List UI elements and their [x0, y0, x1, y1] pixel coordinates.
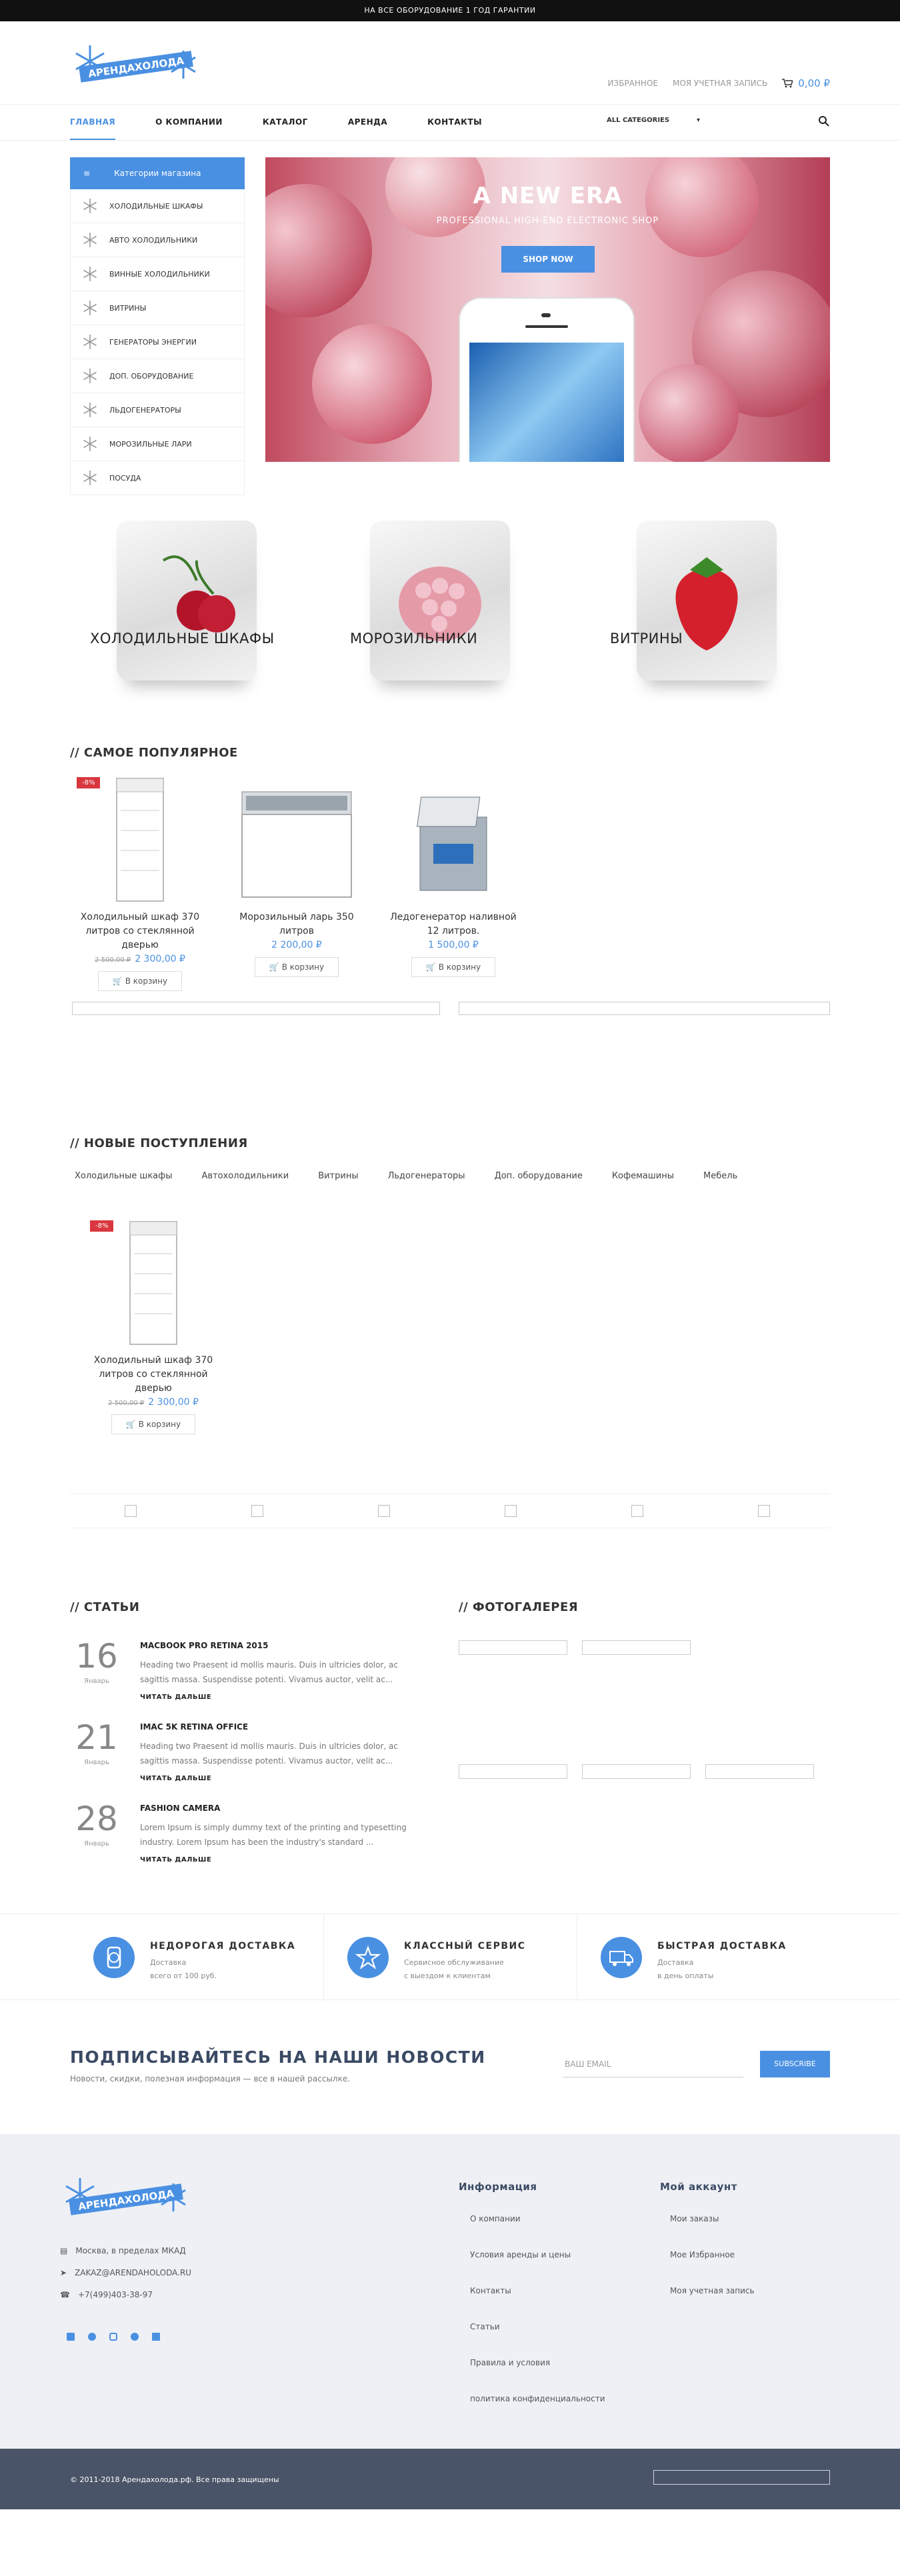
- logo-text: АРЕНДАХОЛОДА: [87, 54, 185, 80]
- footer-info-link[interactable]: Контакты: [470, 2286, 511, 2295]
- payment-logos: [653, 2470, 830, 2485]
- product-price: [83, 1397, 223, 1408]
- category-menu-item-label: ВИТРИНЫ: [109, 303, 147, 313]
- subscribe-button[interactable]: SUBSCRIBE: [760, 2051, 830, 2077]
- feature-line: всего от 100 руб.: [150, 1971, 217, 1980]
- feature-line: в день оплаты: [657, 1971, 714, 1980]
- current-price: 2 300,00 ₽: [148, 1397, 199, 1408]
- product-card[interactable]: [383, 777, 523, 977]
- add-to-cart-label: В корзину: [138, 1420, 181, 1429]
- category-menu-item[interactable]: [70, 461, 245, 495]
- cart-icon: [782, 79, 793, 88]
- product-card[interactable]: [227, 777, 367, 977]
- old-price: 2 500,00 ₽: [95, 956, 131, 964]
- hero-banner[interactable]: [265, 157, 830, 462]
- article-title[interactable]: FASHION CAMERA: [140, 1804, 221, 1813]
- header: [0, 21, 900, 104]
- menu-icon: ≡: [83, 169, 91, 178]
- feature-line: Доставка: [657, 1958, 694, 1967]
- article-excerpt: Heading two Praesent id mollis mauris. Duis in ultricies dolor, ac sagittis massa. Suspendisse potenti. Vivamus auctor, velit ac...: [140, 1660, 398, 1684]
- subscribe-title: ПОДПИСЫВАЙТЕСЬ НА НАШИ НОВОСТИ: [70, 2047, 486, 2067]
- current-price: 2 300,00 ₽: [135, 954, 185, 964]
- product-price: [383, 940, 523, 950]
- fridge-image: [110, 777, 170, 904]
- banner-title: A NEW ERA: [473, 183, 623, 209]
- category-menu-item[interactable]: [70, 291, 245, 325]
- article-item: [70, 1719, 430, 1786]
- discount-badge: -8%: [77, 777, 100, 788]
- nav-contacts[interactable]: КОНТАКТЫ: [427, 117, 483, 127]
- snowflake-icon: [81, 401, 99, 419]
- content-area: [0, 714, 900, 1914]
- article-item: [70, 1800, 430, 1867]
- feature-title: НЕДОРОГАЯ ДОСТАВКА: [150, 1941, 296, 1951]
- article-month: Январь: [84, 1759, 109, 1766]
- footer-account-link[interactable]: Мое Избранное: [670, 2250, 735, 2259]
- nav-about[interactable]: О КОМПАНИИ: [155, 117, 223, 127]
- article-month: Январь: [84, 1840, 109, 1848]
- category-select[interactable]: [607, 117, 700, 124]
- gallery-image[interactable]: [459, 1640, 567, 1655]
- feature-title: КЛАССНЫЙ СЕРВИС: [404, 1941, 526, 1951]
- search-icon: [818, 115, 830, 127]
- top-announcement-bar: [0, 0, 900, 21]
- category-tab[interactable]: Льдогенераторы: [387, 1171, 465, 1181]
- send-icon: ➤: [60, 2268, 67, 2277]
- product-price: [70, 954, 210, 964]
- product-image[interactable]: [70, 777, 210, 904]
- basket-icon: 🛒: [425, 962, 439, 972]
- watch-icon: [93, 1937, 135, 1978]
- star-icon: [347, 1937, 389, 1978]
- search-button[interactable]: [818, 115, 830, 127]
- snowflake-icon: [81, 197, 99, 215]
- raspberry-image: [370, 521, 510, 680]
- promo-label: МОРОЗИЛЬНИКИ: [350, 631, 478, 646]
- read-more-link[interactable]: ЧИТАТЬ ДАЛЬШЕ: [140, 1856, 212, 1864]
- promo-freezers[interactable]: [350, 521, 603, 694]
- feature-title: БЫСТРАЯ ДОСТАВКА: [657, 1941, 787, 1951]
- category-menu-item-label: ГЕНЕРАТОРЫ ЭНЕРГИИ: [109, 337, 197, 347]
- strawberry-image: [637, 521, 777, 680]
- category-menu-header[interactable]: [70, 157, 245, 189]
- snowflake-icon: [81, 469, 99, 487]
- category-tabs: [75, 1171, 737, 1181]
- product-name[interactable]: Морозильный ларь 350 литров: [239, 912, 354, 936]
- account-link[interactable]: МОЯ УЧЕТНАЯ ЗАПИСЬ: [672, 79, 768, 88]
- phone-icon: ☎: [60, 2290, 70, 2299]
- promo-label: ХОЛОДИЛЬНЫЕ ШКАФЫ: [90, 631, 275, 646]
- old-price: 2 500,00 ₽: [108, 1400, 145, 1407]
- email-field[interactable]: ВАШ EMAIL: [563, 2051, 743, 2077]
- address-text: Москва, в пределах МКАД: [75, 2246, 186, 2255]
- map-icon: ▤: [60, 2246, 68, 2255]
- snowflake-icon: [81, 265, 99, 283]
- shop-now-button[interactable]: SHOP NOW: [501, 246, 595, 273]
- footer-address: [60, 2246, 186, 2255]
- add-to-cart-label: В корзину: [438, 962, 481, 972]
- category-menu-item-label: ЛЬДОГЕНЕРАТОРЫ: [109, 405, 181, 415]
- account-title: Мой аккаунт: [660, 2181, 737, 2193]
- bottom-area: [0, 1914, 900, 2576]
- category-menu-item[interactable]: [70, 223, 245, 257]
- wishlist-link[interactable]: ИЗБРАННОЕ: [607, 79, 658, 88]
- add-to-cart-button[interactable]: [255, 957, 339, 977]
- brand-logo[interactable]: [631, 1505, 643, 1517]
- footer-info-link[interactable]: О компании: [470, 2214, 521, 2223]
- article-day: 21: [75, 1718, 118, 1757]
- add-to-cart-label: В корзину: [281, 962, 325, 972]
- brand-logo[interactable]: [505, 1505, 517, 1517]
- pinterest-icon[interactable]: [131, 2333, 139, 2341]
- current-price: 2 200,00 ₽: [271, 940, 322, 950]
- gallery-image[interactable]: [582, 1764, 691, 1779]
- category-tab[interactable]: Витрины: [318, 1171, 359, 1181]
- add-to-cart-button[interactable]: [411, 957, 495, 977]
- category-menu-title: Категории магазина: [114, 169, 201, 178]
- product-card[interactable]: [70, 777, 210, 991]
- phone-image: [459, 297, 635, 462]
- product-name[interactable]: Холодильный шкаф 370 литров со стеклянной дверью: [80, 912, 200, 950]
- add-to-cart-button[interactable]: [98, 971, 182, 991]
- feature-line: Сервисное обслуживание: [404, 1958, 504, 1967]
- new-arrivals-title: // НОВЫЕ ПОСТУПЛЕНИЯ: [70, 1136, 248, 1150]
- banner-subtitle: PROFESSIONAL HIGH-END ELECTRONIC SHOP: [436, 216, 659, 226]
- facebook-icon[interactable]: [67, 2333, 75, 2341]
- gallery-image[interactable]: [705, 1764, 814, 1779]
- footer-info-link[interactable]: Правила и условия: [470, 2358, 551, 2367]
- brand-logo[interactable]: [125, 1505, 137, 1517]
- category-menu-item[interactable]: [70, 325, 245, 359]
- category-menu-item[interactable]: [70, 359, 245, 393]
- article-month: Январь: [84, 1678, 109, 1685]
- article-title[interactable]: MACBOOK PRO RETINA 2015: [140, 1641, 269, 1650]
- category-menu-item[interactable]: [70, 427, 245, 461]
- footer-email[interactable]: [60, 2268, 191, 2277]
- bottom-bar: [0, 2449, 900, 2509]
- footer: [0, 2134, 900, 2449]
- announcement-text: НА ВСЕ ОБОРУДОВАНИЕ 1 ГОД ГАРАНТИИ: [364, 6, 536, 15]
- brand-logo[interactable]: [758, 1505, 770, 1517]
- snowflake-icon: [81, 435, 99, 453]
- promo-label: ВИТРИНЫ: [610, 631, 683, 646]
- instagram-icon[interactable]: [109, 2333, 117, 2341]
- article-excerpt: Lorem Ipsum is simply dummy text of the printing and typesetting industry. Lorem Ipsum has been the industry's standard ...: [140, 1823, 407, 1847]
- article-title[interactable]: IMAC 5K RETINA OFFICE: [140, 1722, 249, 1732]
- fridge-image: [123, 1220, 183, 1347]
- category-select-value: ALL CATEGORIES: [607, 117, 670, 124]
- snowflake-icon: [81, 367, 99, 385]
- feature-cheap-delivery: [70, 1914, 323, 2001]
- feature-line: с выездом к клиентам: [404, 1971, 491, 1980]
- feature-fast-delivery: [577, 1914, 830, 2001]
- category-tab[interactable]: Кофемашины: [611, 1171, 675, 1181]
- gallery-image[interactable]: [582, 1640, 691, 1655]
- product-image[interactable]: [227, 777, 367, 904]
- footer-info-link[interactable]: политика конфиденциальности: [470, 2394, 605, 2403]
- popular-title: // САМОЕ ПОПУЛЯРНОЕ: [70, 746, 238, 760]
- category-menu-item-label: ВИННЫЕ ХОЛОДИЛЬНИКИ: [109, 269, 210, 279]
- footer-info-link[interactable]: Статьи: [470, 2322, 500, 2331]
- category-tab[interactable]: Мебель: [703, 1171, 738, 1181]
- basket-icon: 🛒: [269, 962, 282, 972]
- product-image[interactable]: [83, 1220, 223, 1347]
- product-name[interactable]: Ледогенератор наливной 12 литров.: [390, 912, 517, 936]
- category-tab[interactable]: Доп. оборудование: [494, 1171, 583, 1181]
- add-to-cart-label: В корзину: [125, 976, 168, 986]
- category-menu-item-label: ХОЛОДИЛЬНЫЕ ШКАФЫ: [109, 201, 203, 211]
- nav-catalog[interactable]: КАТАЛОГ: [262, 117, 308, 127]
- cart-link[interactable]: [782, 77, 830, 89]
- ice-maker-image: [407, 777, 500, 904]
- category-menu-item-label: АВТО ХОЛОДИЛЬНИКИ: [109, 235, 198, 245]
- footer-account-link[interactable]: Мои заказы: [670, 2214, 719, 2223]
- footer-phone[interactable]: [60, 2290, 153, 2299]
- snowflake-icon: [81, 231, 99, 249]
- header-links: [608, 77, 830, 89]
- snowflake-icon: [81, 299, 99, 317]
- features-row: [0, 1914, 900, 2000]
- read-more-link[interactable]: ЧИТАТЬ ДАЛЬШЕ: [140, 1775, 212, 1782]
- category-menu-item-label: ДОП. ОБОРУДОВАНИЕ: [109, 371, 194, 381]
- email-text: ZAKAZ@ARENDAHOLODA.RU: [75, 2268, 192, 2277]
- copyright: © 2011-2018 Арендахолода.рф. Все права защищены: [70, 2475, 279, 2484]
- category-menu-item-label: МОРОЗИЛЬНЫЕ ЛАРИ: [109, 439, 192, 449]
- feature-line: Доставка: [150, 1958, 187, 1967]
- promo-showcases[interactable]: [610, 521, 863, 694]
- category-tab[interactable]: Холодильные шкафы: [75, 1171, 173, 1181]
- main-nav: [0, 104, 900, 141]
- brand-logos: [70, 1494, 830, 1528]
- linkedin-icon[interactable]: [152, 2333, 160, 2341]
- ad-banner-right[interactable]: [459, 1002, 830, 1015]
- article-item: [70, 1638, 430, 1704]
- article-excerpt: Heading two Praesent id mollis mauris. Duis in ultricies dolor, ac sagittis massa. Suspendisse potenti. Vivamus auctor, velit ac...: [140, 1742, 398, 1766]
- gallery-image[interactable]: [459, 1764, 567, 1779]
- footer-info-link[interactable]: Условия аренды и цены: [470, 2250, 571, 2259]
- category-menu-item[interactable]: [70, 257, 245, 291]
- feature-service: [323, 1914, 577, 2001]
- cherry-image: [117, 521, 257, 680]
- product-name[interactable]: Холодильный шкаф 370 литров со стеклянной дверью: [93, 1355, 213, 1394]
- truck-icon: [601, 1937, 642, 1978]
- hero-section: [0, 141, 900, 514]
- read-more-link[interactable]: ЧИТАТЬ ДАЛЬШЕ: [140, 1694, 212, 1701]
- category-menu-item[interactable]: [70, 393, 245, 427]
- basket-icon: 🛒: [125, 1420, 139, 1429]
- category-menu-item[interactable]: [70, 189, 245, 223]
- current-price: 1 500,00 ₽: [428, 940, 479, 950]
- subscribe-section: [0, 2001, 900, 2121]
- product-price: [227, 940, 367, 950]
- product-image[interactable]: [383, 777, 523, 904]
- footer-logo[interactable]: [60, 2174, 190, 2221]
- basket-icon: 🛒: [112, 976, 125, 986]
- brand-logo[interactable]: [378, 1505, 390, 1517]
- nav-rent[interactable]: АРЕНДА: [347, 117, 388, 127]
- category-menu-item-label: ПОСУДА: [109, 473, 141, 483]
- nav-home[interactable]: ГЛАВНАЯ: [70, 105, 115, 140]
- promo-row: [0, 514, 900, 714]
- product-card[interactable]: [83, 1220, 223, 1434]
- twitter-icon[interactable]: [88, 2333, 96, 2341]
- footer-logo-text: АРЕНДАХОЛОДА: [77, 2187, 175, 2213]
- chevron-down-icon: ▾: [696, 117, 700, 124]
- category-tab[interactable]: Автохолодильники: [201, 1171, 289, 1181]
- brand-logo[interactable]: [251, 1505, 263, 1517]
- chest-freezer-image: [237, 777, 357, 904]
- article-day: 28: [75, 1800, 118, 1838]
- articles-title: // СТАТЬИ: [70, 1600, 140, 1614]
- phone-text: +7(499)403-38-97: [77, 2290, 153, 2299]
- ad-banner-left[interactable]: [72, 1002, 440, 1015]
- cart-total: 0,00 ₽: [798, 77, 830, 89]
- footer-account-link[interactable]: Моя учетная запись: [670, 2286, 755, 2295]
- social-links: [67, 2333, 160, 2341]
- article-day: 16: [75, 1637, 118, 1676]
- discount-badge: -8%: [90, 1220, 113, 1232]
- gallery-title: // ФОТОГАЛЕРЕЯ: [459, 1600, 579, 1614]
- category-menu: [70, 157, 245, 495]
- info-title: Информация: [459, 2181, 537, 2193]
- promo-fridges[interactable]: [90, 521, 343, 694]
- snowflake-icon: [81, 333, 99, 351]
- site-logo[interactable]: [70, 41, 200, 88]
- subscribe-desc: Новости, скидки, полезная информация — все в нашей рассылке.: [70, 2074, 351, 2083]
- add-to-cart-button[interactable]: [111, 1414, 195, 1434]
